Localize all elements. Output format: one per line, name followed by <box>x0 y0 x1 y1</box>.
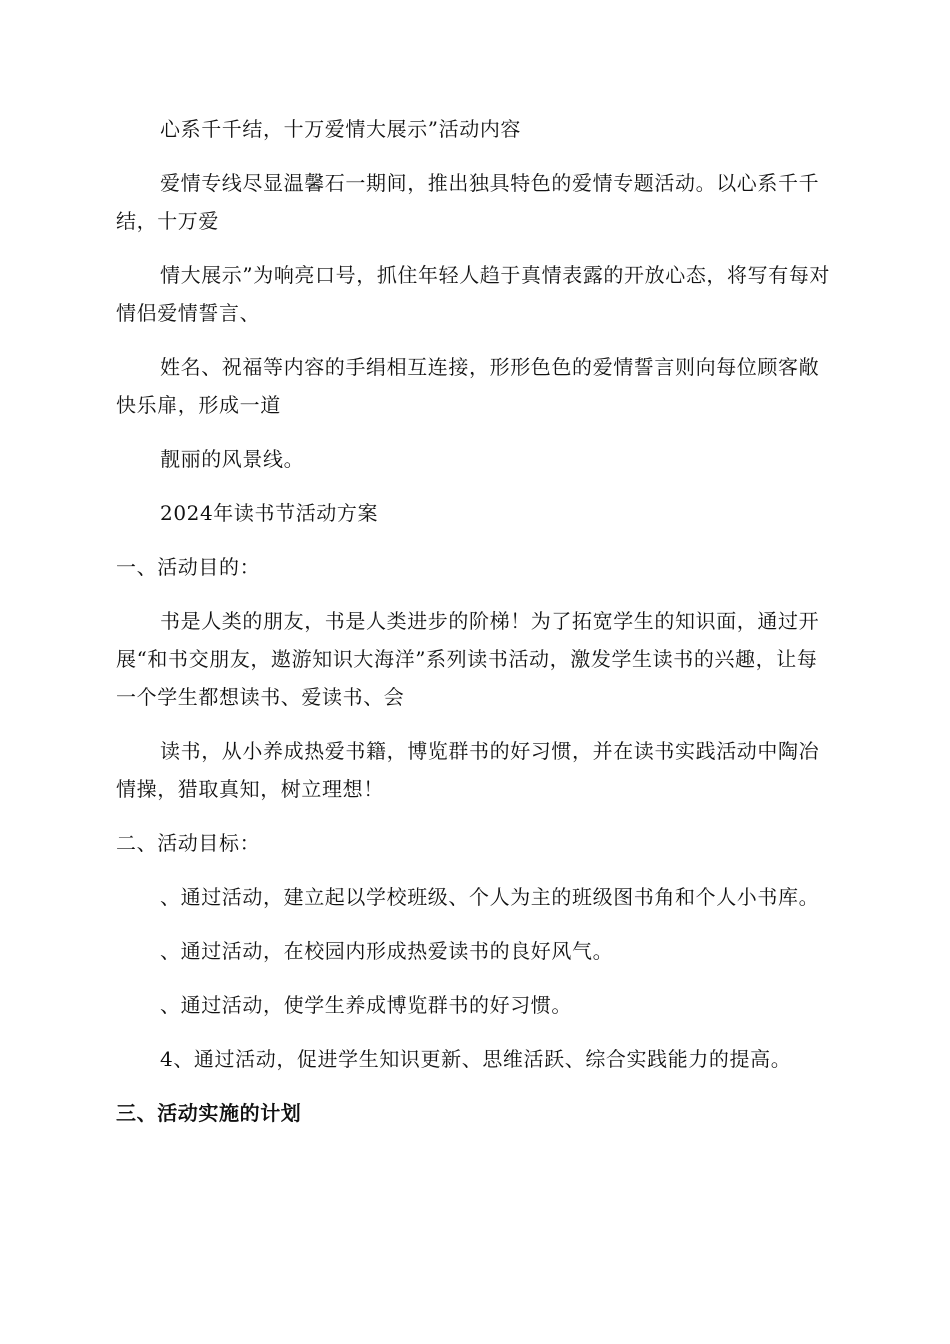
section-heading-goals: 二、活动目标： <box>116 831 261 855</box>
section-heading-plan: 三、活动实施的计划 <box>116 1101 302 1125</box>
list-item-goal-1: 、通过活动，建立起以学校班级、个人为主的班级图书角和个人小书库。 <box>160 885 820 909</box>
paragraph-purpose-1: 书是人类的朋友，书是人类进步的阶梯！为了拓宽学生的知识面，通过开展“和书交朋友，遨游知识大海洋”系列读书活动，激发学生读书的兴趣，让每一个学生都想读书、爱读书、会 <box>116 609 820 709</box>
section-heading-purpose: 一、活动目的： <box>116 555 261 579</box>
list-item-goal-4: 4、通过活动，促进学生知识更新、思维活跃、综合实践能力的提高。 <box>160 1047 792 1071</box>
paragraph-activity-intro: 爱情专线尽显温馨石一期间，推出独具特色的爱情专题活动。以心系千千结，十万爱 <box>116 171 820 233</box>
list-item-goal-3: 、通过活动，使学生养成博览群书的好习惯。 <box>160 993 572 1017</box>
document-page <box>116 110 834 1132</box>
paragraph-activity-slogan: 情大展示”为响亮口号，抓住年轻人趋于真情表露的开放心态，将写有每对情侣爱情誓言、 <box>116 263 831 325</box>
paragraph-activity-title: 心系千千结，十万爱情大展示”活动内容 <box>160 117 522 141</box>
paragraph-activity-scenery: 靓丽的风景线。 <box>160 447 305 471</box>
list-item-goal-2: 、通过活动，在校园内形成热爱读书的良好风气。 <box>160 939 614 963</box>
paragraph-activity-handkerchief: 姓名、祝福等内容的手绢相互连接，形形色色的爱情誓言则向每位顾客敞快乐扉，形成一道 <box>116 355 820 417</box>
paragraph-purpose-2: 读书，从小养成热爱书籍，博览群书的好习惯，并在读书实践活动中陶冶情操，猎取真知，树立理想！ <box>116 739 820 801</box>
document-title: 2024年读书节活动方案 <box>160 501 379 525</box>
